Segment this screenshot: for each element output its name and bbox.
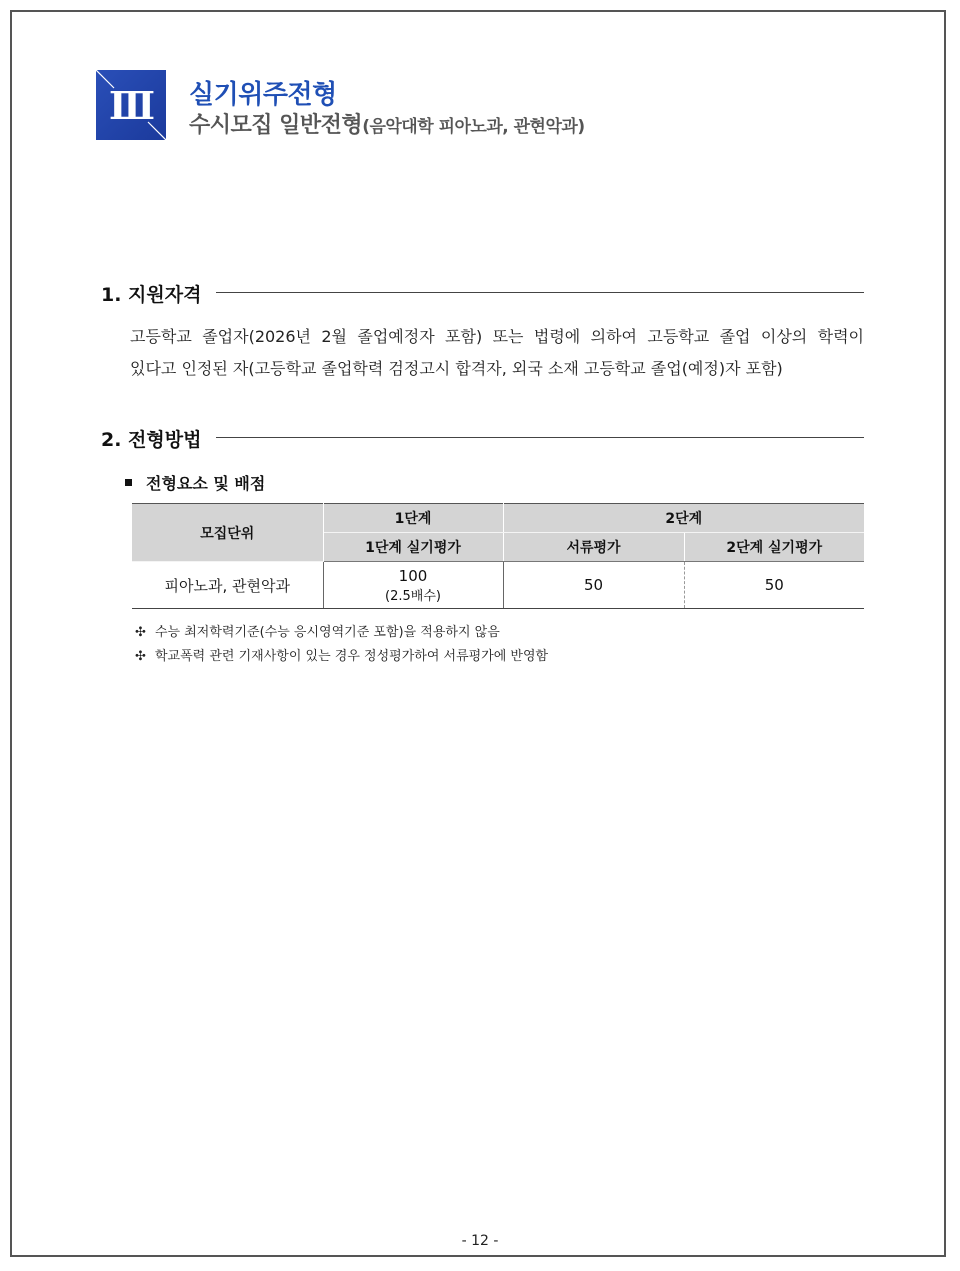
note-2: [135, 645, 548, 664]
score-table: [132, 503, 864, 609]
square-bullet-icon: [125, 479, 132, 486]
section2-heading: 2. 전형방법: [101, 425, 215, 452]
note-1: [135, 621, 500, 640]
section1-rule: [216, 292, 864, 293]
note-mark-icon: ✣: [135, 625, 146, 640]
note-1-text: 수능 최저학력기준(수능 응시영역기준 포함)을 적용하지 않음: [155, 625, 500, 640]
section-badge: [96, 70, 166, 140]
subtitle-main: 수시모집 일반전형: [189, 113, 363, 138]
header-unit: 모집단위: [132, 504, 323, 562]
note-2-text: 학교폭력 관련 기재사항이 있는 경우 정성평가하여 서류평가에 반영함: [155, 649, 549, 664]
page-number: - 12 -: [461, 1233, 499, 1249]
cell-stage1-value: 100: [398, 566, 428, 585]
cell-stage1-note: (2.5배수): [385, 588, 441, 604]
table-row: [132, 562, 864, 609]
roman-numeral: Ⅲ: [108, 82, 154, 128]
cell-document: 50: [503, 562, 684, 609]
page-title: 실기위주전형: [189, 80, 337, 110]
header-stage2-practical: 2단계 실기평가: [684, 533, 864, 562]
cell-stage1-practical: [323, 562, 503, 609]
header-document: 서류평가: [503, 533, 684, 562]
cell-unit: 피아노과, 관현악과: [132, 562, 323, 609]
header-stage2: 2단계: [503, 504, 864, 533]
subtitle-detail: (음악대학 피아노과, 관현악과): [362, 117, 585, 137]
eligibility-line-1: 고등학교 졸업자(2026년 2월 졸업예정자 포함) 또는 법령에 의하여 고등학교 졸업 이상의 학력이: [130, 327, 864, 346]
bullet-heading: [125, 471, 265, 494]
table-header-row-1: [132, 504, 864, 533]
cell-stage2-practical: 50: [684, 562, 864, 609]
page-subtitle: [189, 108, 585, 139]
eligibility-line-2: 있다고 인정된 자(고등학교 졸업학력 검정고시 합격자, 외국 소재 고등학교 졸업(예정)자 포함): [130, 359, 783, 378]
bullet-heading-label: 전형요소 및 배점: [146, 474, 266, 493]
header-stage1: 1단계: [323, 504, 503, 533]
note-mark-icon: ✣: [135, 649, 146, 664]
header-stage1-practical: 1단계 실기평가: [323, 533, 503, 562]
section1-heading: 1. 지원자격: [101, 280, 215, 307]
section2-rule: [216, 437, 864, 438]
